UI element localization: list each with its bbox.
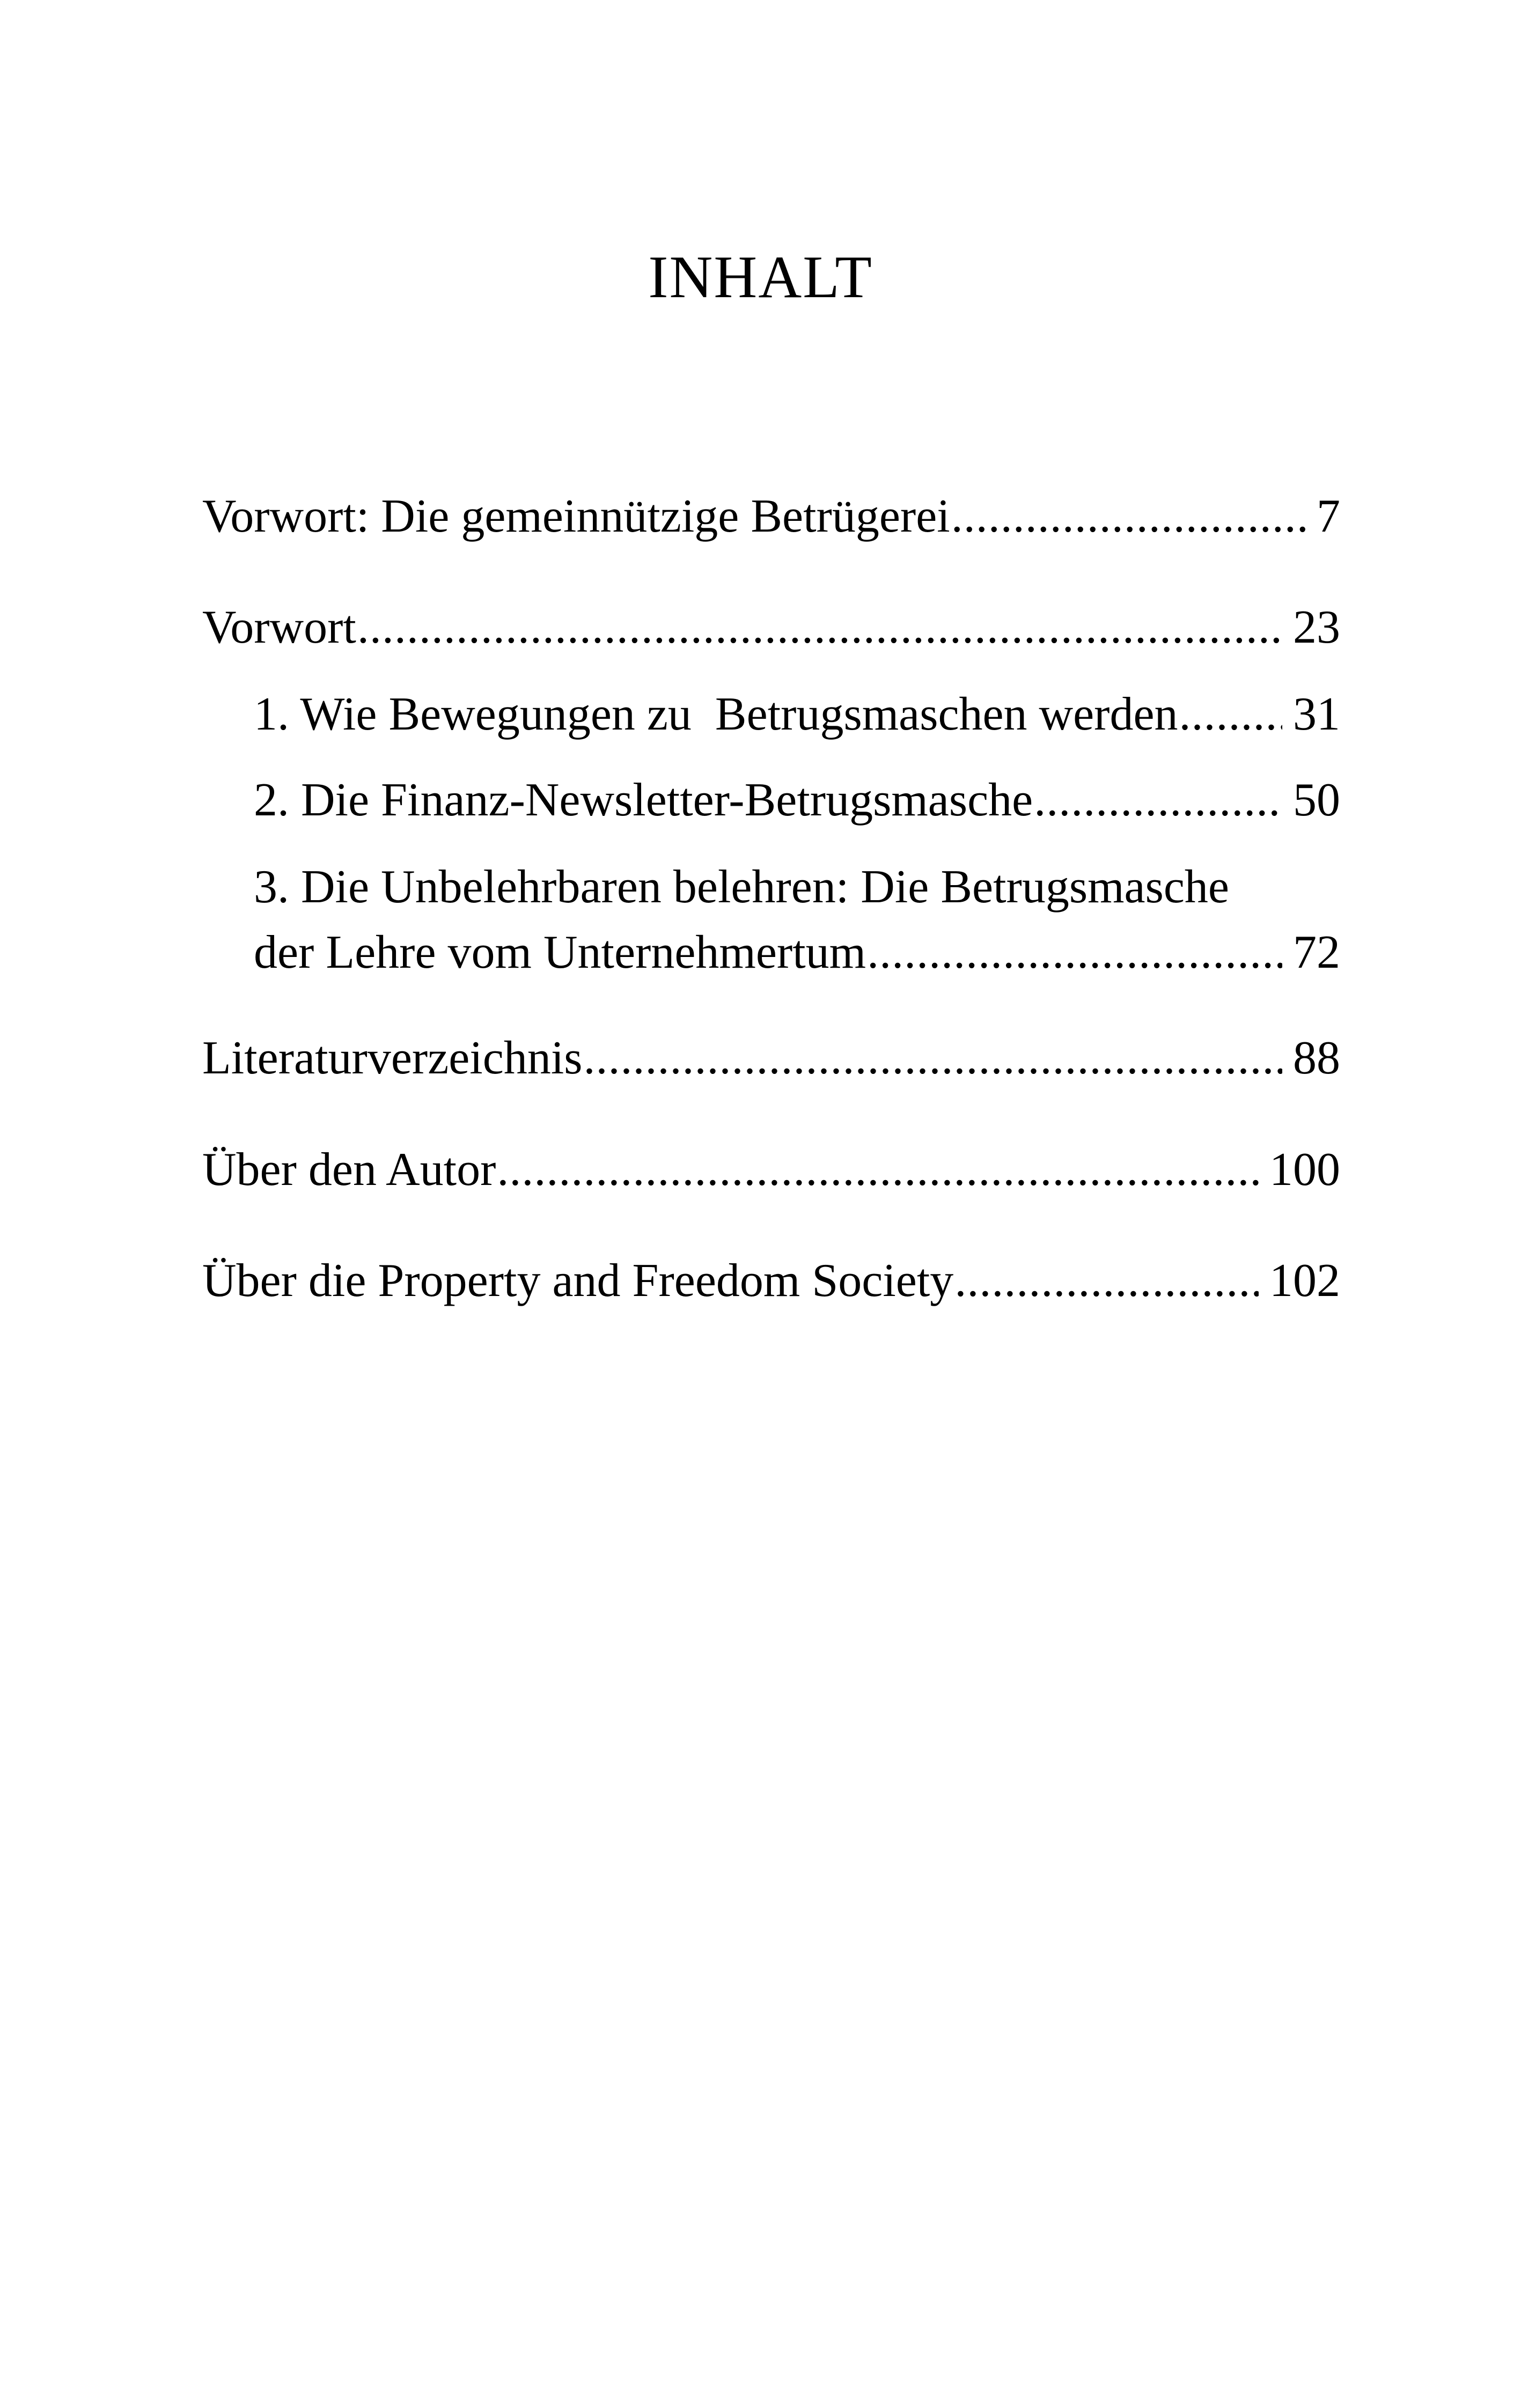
toc-page-number: 100 [1269, 1144, 1340, 1196]
toc-entry[interactable] [202, 1029, 1340, 1088]
toc-subentry[interactable] [254, 771, 1340, 830]
dot-leader [1179, 685, 1282, 744]
toc-entry-label: Vorwort [202, 601, 356, 653]
dot-leader [357, 598, 1282, 657]
dot-leader [584, 1029, 1282, 1088]
toc-page-number: 23 [1293, 601, 1340, 653]
toc-entry-label: Über den Autor [202, 1144, 496, 1196]
toc-entry-label: Über die Property and Freedom Society [202, 1255, 954, 1307]
toc-page-number: 72 [1293, 926, 1340, 978]
toc-entry[interactable] [202, 1140, 1340, 1199]
toc-page-number: 102 [1269, 1255, 1340, 1307]
toc-page-number: 50 [1293, 774, 1340, 826]
toc-entry-label: der Lehre vom Unternehmertum [254, 926, 866, 978]
dot-leader [497, 1140, 1259, 1199]
page-title: INHALT [648, 244, 873, 311]
toc-subentry-first-line[interactable]: 3. Die Unbelehrbaren belehren: Die Betrugsmasche [254, 861, 1229, 913]
toc-entry-label: Literaturverzeichnis [202, 1032, 583, 1084]
toc-entry-label: 2. Die Finanz-Newsletter-Betrugsmasche [254, 774, 1033, 826]
toc-entry-label: Vorwort: Die gemeinnützige Betrügerei [202, 490, 950, 542]
toc-page-number: 7 [1317, 490, 1340, 542]
dot-leader [951, 487, 1306, 546]
toc-entry-label: 1. Wie Bewegungen zu Betrugsmaschen werden [254, 688, 1178, 740]
toc-subentry[interactable] [254, 685, 1340, 744]
toc-page-number: 88 [1293, 1032, 1340, 1084]
toc-page-number: 31 [1293, 688, 1340, 740]
dot-leader [1034, 771, 1282, 830]
toc-subentry[interactable] [254, 923, 1340, 982]
dot-leader [954, 1251, 1259, 1310]
dot-leader [867, 923, 1282, 982]
toc-entry[interactable] [202, 487, 1340, 546]
toc-entry[interactable] [202, 598, 1340, 657]
toc-entry[interactable] [202, 1251, 1340, 1310]
